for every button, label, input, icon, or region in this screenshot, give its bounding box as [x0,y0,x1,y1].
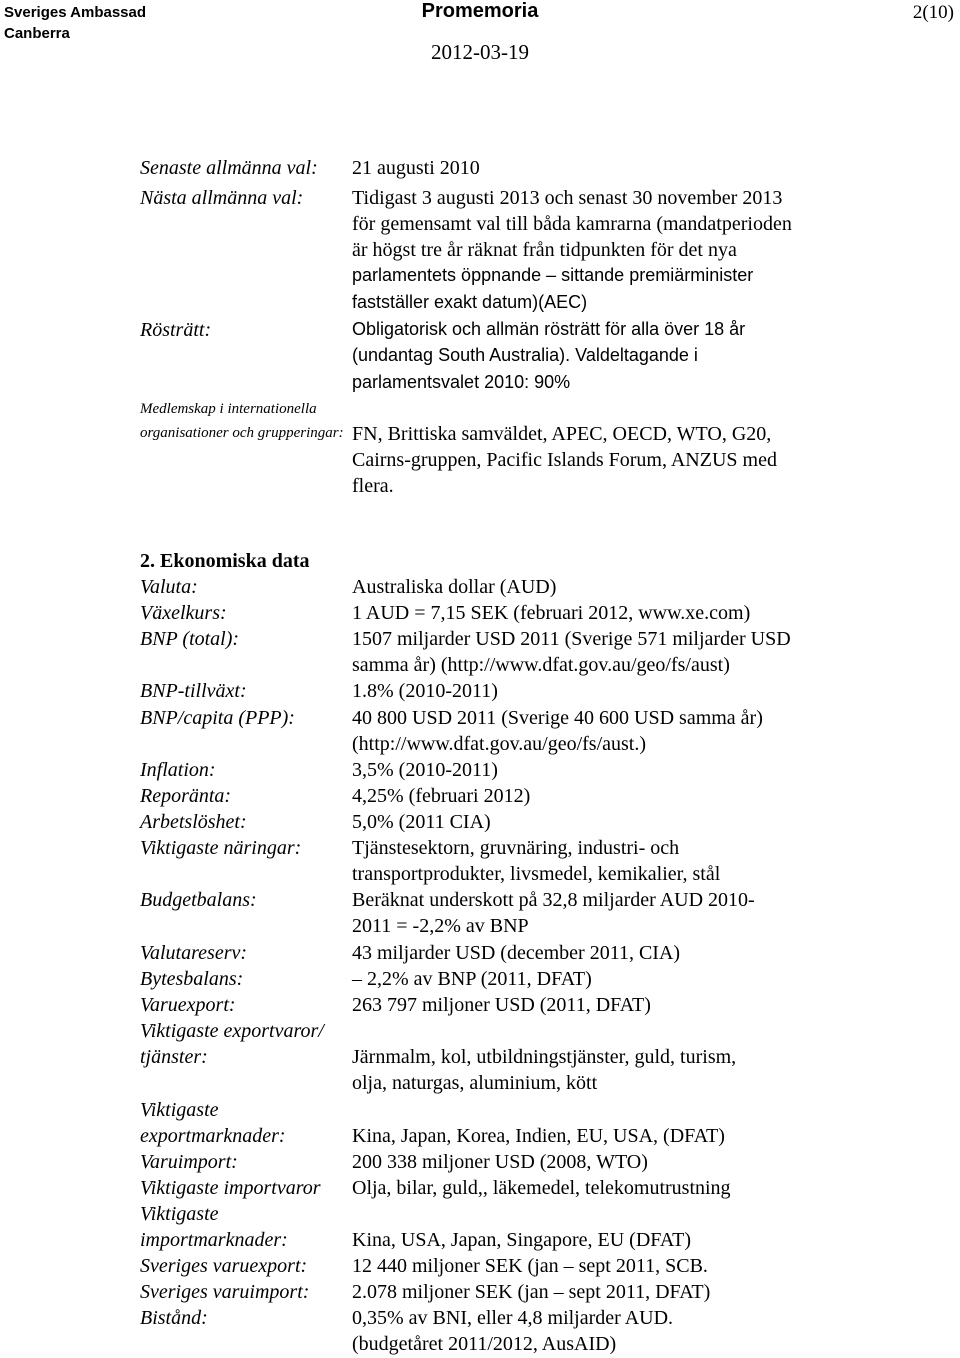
label-naringar: Viktigaste näringar: [140,837,302,859]
value-naringar-line: transportprodukter, livsmedel, kemikalier, stål [352,863,721,885]
value-nasta-val-line: är högst tre år räknat från tidpunkten för det nya [352,239,737,261]
value-exportmarknader: Kina, Japan, Korea, Indien, EU, USA, (DFAT) [352,1125,725,1147]
value-arbetsloshet: 5,0% (2011 CIA) [352,811,491,833]
value-sv-varuexport: 12 440 miljoner SEK (jan – sept 2011, SCB. [352,1255,708,1277]
value-nasta-val-line: fastställer exakt datum)(AEC) [352,292,588,312]
label-rostratt: Rösträtt: [140,319,212,341]
label-importvaror: Viktigaste importvaror [140,1177,321,1199]
label-budgetbalans: Budgetbalans: [140,889,257,911]
value-budgetbalans-line: Beräknat underskott på 32,8 miljarder AUD 2010- [352,889,755,911]
value-rostratt-line: parlamentsvalet 2010: 90% [352,372,571,392]
value-medlemskap-line: flera. [352,475,394,497]
label-exportvaror: Viktigaste exportvaror/ [140,1020,324,1042]
value-varuexport: 263 797 miljoner USD (2011, DFAT) [352,994,651,1016]
value-varuimport: 200 338 miljoner USD (2008, WTO) [352,1151,648,1173]
value-exportvaror-line: olja, naturgas, aluminium, kött [352,1072,598,1094]
label-exportmarknader-cont: exportmarknader: [140,1125,286,1147]
label-importmarknader: Viktigaste [140,1203,219,1225]
value-senaste-val: 21 augusti 2010 [352,157,480,179]
label-bytesbalans: Bytesbalans: [140,968,244,990]
sender-location: Canberra [4,25,70,42]
label-senaste-val: Senaste allmänna val: [140,157,318,179]
label-reporanta: Reporänta: [140,785,232,807]
label-exportvaror-cont: tjänster: [140,1046,208,1068]
label-importmarknader-cont: importmarknader: [140,1229,288,1251]
value-naringar-line: Tjänstesektorn, gruvnäring, industri- och [352,837,680,859]
value-exportvaror-line: Järnmalm, kol, utbildningstjänster, guld, turism, [352,1046,737,1068]
value-bnp-total-line: 1507 miljarder USD 2011 (Sverige 571 miljarder USD [352,628,791,650]
value-nasta-val-line: för gemensamt val till båda kamrarna (mandatperioden [352,213,792,235]
section-heading: 2. Ekonomiska data [140,550,310,572]
value-rostratt-line: Obligatorisk och allmän rösträtt för alla över 18 år [352,319,746,339]
label-bnp-tillvaxt: BNP-tillväxt: [140,680,247,702]
label-bnp-capita: BNP/capita (PPP): [140,707,295,729]
label-inflation: Inflation: [140,759,216,781]
label-sv-varuexport: Sveriges varuexport: [140,1255,308,1277]
value-bistand-line: 0,35% av BNI, eller 4,8 miljarder AUD. [352,1307,674,1329]
label-varuexport: Varuexport: [140,994,236,1016]
value-vaxelkurs: 1 AUD = 7,15 SEK (februari 2012, www.xe.com) [352,602,751,624]
value-bnp-total-line: samma år) (http://www.dfat.gov.au/geo/fs/aust) [352,654,730,676]
label-bistand: Bistånd: [140,1307,208,1329]
value-reporanta: 4,25% (februari 2012) [352,785,531,807]
value-valutareserv: 43 miljarder USD (december 2011, CIA) [352,942,681,964]
document-date: 2012-03-19 [431,40,529,64]
value-bnp-capita-line: (http://www.dfat.gov.au/geo/fs/aust.) [352,733,647,755]
sender-org: Sveriges Ambassad [4,4,147,21]
value-rostratt-line: (undantag South Australia). Valdeltagande i [352,345,698,365]
value-bnp-capita-line: 40 800 USD 2011 (Sverige 40 600 USD samma år) [352,707,763,729]
value-sv-varuimport: 2.078 miljoner SEK (jan – sept 2011, DFAT) [352,1281,711,1303]
label-exportmarknader: Viktigaste [140,1099,219,1121]
label-varuimport: Varuimport: [140,1151,238,1173]
label-bnp-total: BNP (total): [140,628,240,650]
value-importvaror: Olja, bilar, guld,, läkemedel, telekomutrustning [352,1177,731,1199]
label-nasta-val: Nästa allmänna val: [140,187,304,209]
value-bistand-line: (budgetåret 2011/2012, AusAID) [352,1333,617,1355]
page-number: 2(10) [912,2,954,23]
value-medlemskap-line: Cairns-gruppen, Pacific Islands Forum, ANZUS med [352,449,777,471]
label-sv-varuimport: Sveriges varuimport: [140,1281,310,1303]
label-medlemskap: Medlemskap i internationella [140,401,317,417]
value-importmarknader: Kina, USA, Japan, Singapore, EU (DFAT) [352,1229,692,1251]
value-bytesbalans: – 2,2% av BNP (2011, DFAT) [352,968,592,990]
label-arbetsloshet: Arbetslöshet: [140,811,247,833]
value-bnp-tillvaxt: 1.8% (2010-2011) [352,680,498,702]
document-type: Promemoria [421,0,539,22]
value-medlemskap-line: FN, Brittiska samväldet, APEC, OECD, WTO, G20, [352,423,772,445]
label-valuta: Valuta: [140,576,198,598]
value-budgetbalans-line: 2011 = -2,2% av BNP [352,915,529,937]
label-vaxelkurs: Växelkurs: [140,602,227,624]
value-nasta-val-line: parlamentets öppnande – sittande premiärminister [352,265,754,285]
label-medlemskap-cont: organisationer och grupperingar: [140,425,344,441]
value-nasta-val-line: Tidigast 3 augusti 2013 och senast 30 november 2013 [352,187,783,209]
value-valuta: Australiska dollar (AUD) [352,576,557,598]
label-valutareserv: Valutareserv: [140,942,248,964]
value-inflation: 3,5% (2010-2011) [352,759,498,781]
